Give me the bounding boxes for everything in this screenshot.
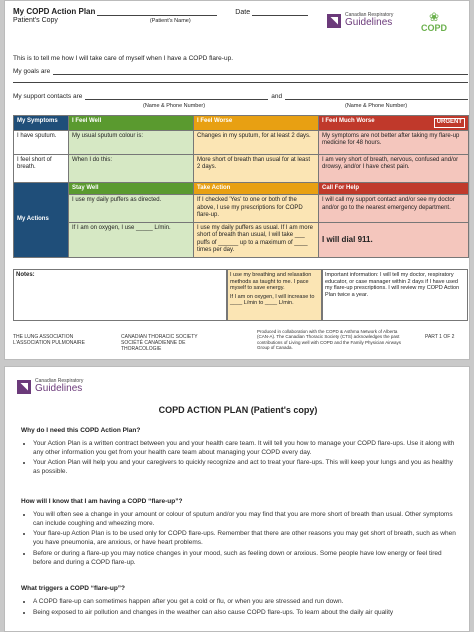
take-action-head: Take Action [194, 182, 319, 195]
action-worse-1: If I checked 'Yes' to one or both of the above, I use my prescriptions for COPD flare-up. [194, 195, 319, 223]
action-help-dial-911: I will dial 911. [319, 222, 469, 257]
symptom-breath: I feel short of breath. [14, 154, 69, 182]
q-triggers: What triggers a COPD “flare-up”? [21, 585, 126, 592]
crg-line2: Guidelines [345, 17, 393, 28]
col-feel-much-worse-label: I Feel Much Worse [322, 118, 375, 124]
worse-breath[interactable]: More short of breath than usual for at least 2 days. [194, 154, 319, 182]
cts-line2: SOCIÉTÉ CANADIENNE DE THORACOLOGIE [121, 340, 186, 352]
patient-name-caption: (Patient's Name) [149, 18, 191, 24]
action-plan-page-2 [4, 366, 470, 632]
crg-p2-line2: Guidelines [35, 383, 83, 394]
credit-text: Produced in collaboration with the COPD & Asthma Network of Alberta (CAN-A). The Canadian Thoracic Society (CTS) acknowledges the past contributions of Living well with COPD and the Family Physician Airways Group of Canada. [257, 329, 402, 351]
well-sputum[interactable]: My usual sputum colour is: [69, 130, 194, 154]
much-worse-breath: I am very short of breath, nervous, confused and/or drowsy, and/or I have chest pain. [319, 154, 469, 182]
action-worse-4-text: If I am on oxygen, I will increase to ____ L/min to ____ L/min. [230, 293, 315, 307]
call-help-head: Call For Help [319, 182, 469, 195]
name-phone-caption-1: (Name & Phone Number) [143, 103, 206, 109]
section-triggers [21, 585, 461, 619]
date-line[interactable] [252, 15, 308, 16]
cts-line1: CANADIAN THORACIC SOCIETY [121, 334, 198, 340]
copd-logo [421, 11, 447, 33]
lung-assoc-logo [13, 334, 85, 346]
copd-logo-text: COPD [421, 23, 448, 33]
section-how [21, 498, 461, 569]
support-line-2[interactable] [285, 93, 468, 100]
crg-mark-icon [327, 14, 341, 28]
action-well-2[interactable]: If I am on oxygen, I use _____ L/min. [69, 222, 194, 257]
triggers-bullet-2: • Being exposed to air pollution and changes in the weather can also cause COPD flare-ups. To learn about the daily air quality [33, 609, 461, 618]
why-bullet-1: • Your Action Plan is a written contract between you and your health care team. It will tell you how to manage your COPD flare-ups. Use it along with any other information you get from your health care team about managing your COPD every day. [33, 440, 461, 458]
support-label: My support contacts are [13, 93, 83, 100]
col-feel-much-worse [319, 116, 469, 131]
q-how: How will I know that I am having a COPD “flare-up”? [21, 498, 183, 505]
goals-line-2[interactable] [13, 78, 468, 83]
much-worse-sputum: My symptoms are not better after taking my flare-up medicine for 48 hours. [319, 130, 469, 154]
and-label: and [271, 93, 283, 100]
stay-well-head: Stay Well [69, 182, 194, 195]
section-why [21, 427, 461, 479]
cts-logo [121, 334, 217, 352]
intro-text: This is to tell me how I will take care of myself when I have a COPD flare-up. [13, 55, 234, 62]
urgent-badge: URGENT [434, 118, 465, 128]
action-worse-3 [227, 269, 322, 321]
symptom-sputum: I have sputum. [14, 130, 69, 154]
action-worse-2[interactable]: I use my daily puffers as usual. If I am more short of breath than usual, I will take ___ puffs of ______ up to a maximum of ____ times per day. [194, 222, 319, 257]
name-phone-caption-2: (Name & Phone Number) [345, 103, 408, 109]
patient-name-line[interactable] [97, 15, 217, 16]
goals-label: My goals are [13, 68, 51, 75]
goals-row [13, 68, 468, 75]
leaf-icon: ❀ [428, 10, 440, 24]
plan-header [13, 7, 308, 24]
crg-logo-page2 [17, 379, 83, 394]
crg-logo [327, 13, 393, 28]
action-well-1: I use my daily puffers as directed. [69, 195, 194, 223]
lung-assoc-line2: L'ASSOCIATION PULMONAIRE [13, 340, 85, 346]
col-feel-well: I Feel Well [69, 116, 194, 131]
date-label: Date [235, 9, 251, 16]
action-plan-page-1 [4, 0, 470, 360]
crg-mark-icon-page2 [17, 380, 31, 394]
triggers-bullet-1: • A COPD flare-up can sometimes happen after you get a cold or flu, or when you are stressed and run down. [33, 598, 461, 607]
crg-line1: Canadian Respiratory [345, 12, 394, 18]
worse-sputum[interactable]: Changes in my sputum, for at least 2 days. [194, 130, 319, 154]
page2-title: COPD ACTION PLAN (Patient's copy) [158, 405, 318, 415]
why-bullet-2: • Your Action Plan will help you and your caregivers to quickly recognize and act to treat your flare-ups. This will keep your lungs and you as healthy as possible. [33, 459, 461, 477]
action-worse-3-text: I use my breathing and relaxation methods as taught to me. I pace myself to save energy. [230, 272, 312, 292]
my-actions-label: My Actions [14, 182, 69, 257]
support-row [13, 93, 468, 100]
notes-box[interactable] [13, 269, 227, 321]
page-number: PART 1 OF 2 [425, 334, 455, 340]
lung-assoc-line1: THE LUNG ASSOCIATION [13, 334, 74, 340]
plan-title: My COPD Action Plan [13, 7, 96, 16]
important-info: Important information: I will tell my doctor, respiratory educator, or case manager within 2 days if I have used my flare-up prescriptions. I will review my COPD Action Plan twice a year. [322, 269, 468, 321]
col-symptoms: My Symptoms [14, 116, 69, 131]
crg-p2-line1: Canadian Respiratory [35, 378, 84, 384]
goals-line[interactable] [53, 68, 468, 75]
col-feel-worse: I Feel Worse [194, 116, 319, 131]
action-plan-table [13, 115, 469, 258]
support-line-1[interactable] [85, 93, 268, 100]
how-bullet-1: • You will often see a change in your amount or colour of sputum and/or you may find that you are more short of breath than usual. Other symptoms can include coughing and wheezing more. [33, 511, 461, 529]
how-bullet-2: • Your flare-up Action Plan is to be used only for COPD flare-ups. Remember that there are other reasons you may get short of breath, such as when you have pneumonia, are anxious, or have heart problems. [33, 530, 461, 548]
copy-label: Patient's Copy [13, 17, 58, 24]
q-why: Why do I need this COPD Action Plan? [21, 427, 141, 434]
notes-label: Notes: [16, 272, 35, 278]
well-breath[interactable]: When I do this: [69, 154, 194, 182]
action-help-1: I will call my support contact and/or see my doctor and/or go to the nearest emergency department. [319, 195, 469, 223]
how-bullet-3: • Before or during a flare-up you may notice changes in your mood, such as feeling down or anxious. Some people have low energy or feel tired before and during a COPD flare-up. [33, 550, 461, 568]
